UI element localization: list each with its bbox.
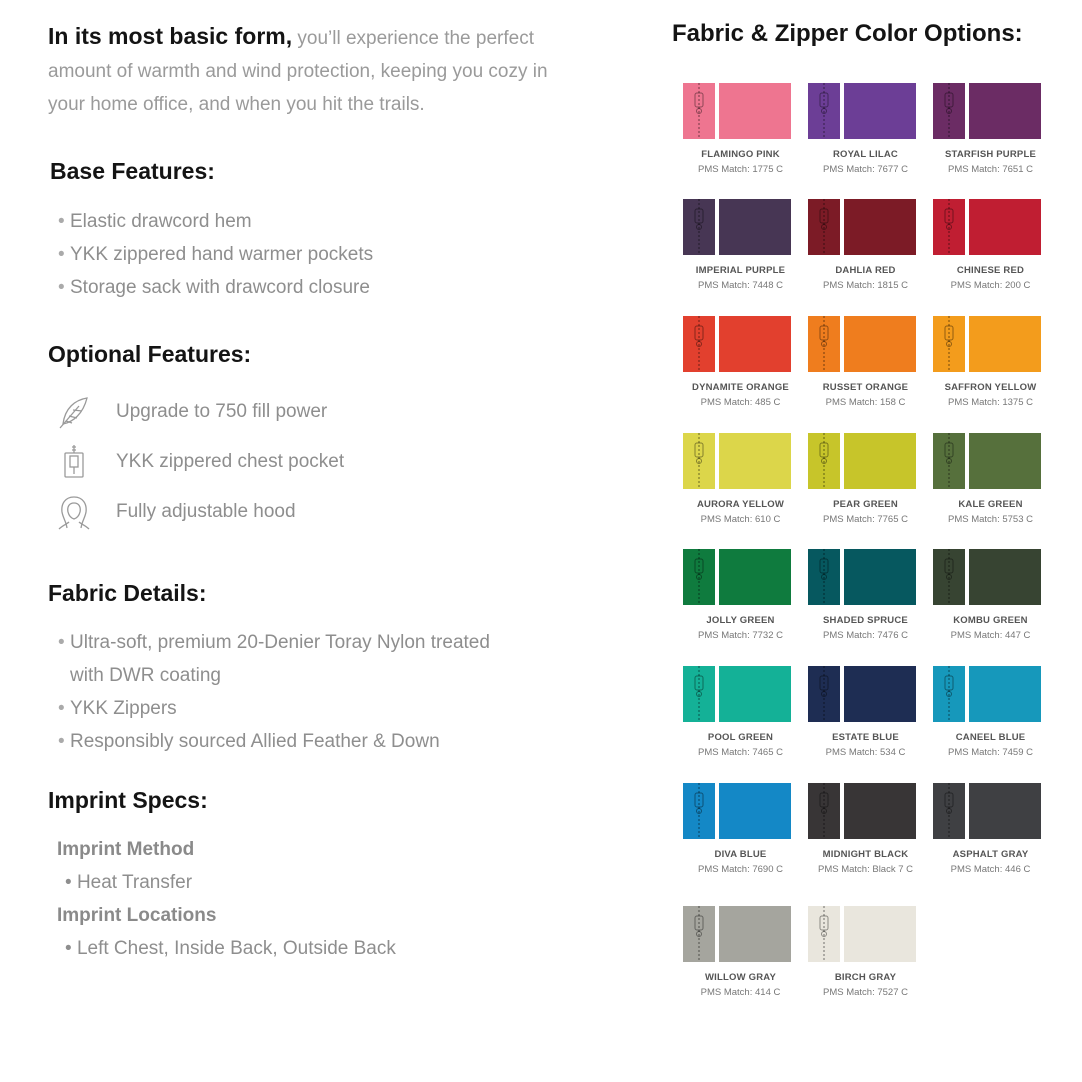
- zipper-swatch: [683, 783, 715, 839]
- imprint-method-value: • Heat Transfer: [65, 872, 193, 893]
- fabric-swatch: [719, 316, 791, 372]
- imprint-specs-heading: Imprint Specs:: [48, 787, 208, 813]
- swatch-name: JOLLY GREEN: [706, 615, 775, 626]
- color-swatch: [683, 83, 798, 175]
- fabric-swatch: [969, 316, 1041, 372]
- swatch-name: KOMBU GREEN: [953, 615, 1028, 626]
- fabric-swatch: [844, 906, 916, 962]
- list-item: YKK zippered chest pocket: [56, 437, 344, 487]
- swatch-pms: PMS Match: 414 C: [700, 987, 781, 998]
- fabric-swatch: [969, 83, 1041, 139]
- imprint-locations-value: • Left Chest, Inside Back, Outside Back: [65, 938, 396, 959]
- color-swatch: [808, 666, 923, 758]
- zipper-swatch: [683, 83, 715, 139]
- swatch-name: PEAR GREEN: [833, 499, 898, 510]
- swatch-pms: PMS Match: 7448 C: [697, 280, 783, 291]
- imprint-locations-label: Imprint Locations: [57, 905, 217, 926]
- color-swatch: [683, 199, 798, 291]
- list-item: Fully adjustable hood: [56, 487, 344, 537]
- swatch-name: SAFFRON YELLOW: [944, 382, 1037, 393]
- fabric-swatch: [969, 783, 1041, 839]
- fabric-swatch: [969, 549, 1041, 605]
- color-swatch: [683, 783, 798, 875]
- zipper-swatch: [933, 83, 965, 139]
- fabric-swatch: [844, 199, 916, 255]
- list-item: • YKK zippered hand warmer pockets: [58, 244, 374, 265]
- zipper-pocket-icon: [56, 444, 92, 480]
- fabric-swatch: [844, 83, 916, 139]
- fabric-swatch: [969, 199, 1041, 255]
- color-options-heading: Fabric & Zipper Color Options:: [672, 20, 1023, 47]
- swatch-name: STARFISH PURPLE: [945, 149, 1036, 160]
- list-item-continuation: with DWR coating: [70, 665, 221, 686]
- color-swatch: [933, 199, 1048, 291]
- color-swatch: [933, 666, 1048, 758]
- swatch-name: CANEEL BLUE: [955, 732, 1026, 743]
- list-item: • Ultra-soft, premium 20-Denier Toray Nylon treated: [58, 632, 490, 653]
- zipper-swatch: [808, 783, 840, 839]
- intro-lead: In its most basic form,: [48, 23, 293, 49]
- fabric-swatch: [969, 666, 1041, 722]
- swatch-name: RUSSET ORANGE: [822, 382, 909, 393]
- swatch-pms: PMS Match: 7690 C: [697, 864, 783, 875]
- swatch-name: IMPERIAL PURPLE: [695, 265, 786, 276]
- color-swatch: [933, 83, 1048, 175]
- swatch-pms: PMS Match: 446 C: [950, 864, 1031, 875]
- fabric-swatch: [844, 549, 916, 605]
- fabric-swatch: [844, 316, 916, 372]
- fabric-details-heading: Fabric Details:: [48, 580, 207, 606]
- list-item: • Storage sack with drawcord closure: [58, 277, 370, 298]
- fabric-swatch: [844, 666, 916, 722]
- swatch-pms: PMS Match: Black 7 C: [817, 864, 914, 875]
- zipper-swatch: [808, 666, 840, 722]
- color-swatch: [808, 783, 923, 875]
- color-swatch: [683, 906, 798, 998]
- zipper-swatch: [933, 549, 965, 605]
- zipper-swatch: [933, 433, 965, 489]
- swatch-name: ESTATE BLUE: [832, 732, 899, 743]
- fabric-swatch: [969, 433, 1041, 489]
- swatch-pms: PMS Match: 7527 C: [822, 987, 908, 998]
- fabric-swatch: [719, 666, 791, 722]
- zipper-swatch: [933, 316, 965, 372]
- swatch-pms: PMS Match: 7732 C: [697, 630, 783, 641]
- fabric-swatch: [719, 199, 791, 255]
- zipper-swatch: [933, 199, 965, 255]
- swatch-name: SHADED SPRUCE: [823, 615, 908, 626]
- swatch-name: POOL GREEN: [707, 732, 774, 743]
- swatch-name: DIVA BLUE: [714, 849, 767, 860]
- swatch-name: BIRCH GRAY: [834, 972, 897, 983]
- list-item: • Responsibly sourced Allied Feather & Down: [58, 731, 440, 752]
- zipper-swatch: [683, 316, 715, 372]
- zipper-swatch: [683, 549, 715, 605]
- swatch-pms: PMS Match: 7459 C: [947, 747, 1033, 758]
- swatch-name: DAHLIA RED: [835, 265, 896, 276]
- color-swatch: [683, 549, 798, 641]
- zipper-swatch: [808, 549, 840, 605]
- swatch-pms: PMS Match: 7465 C: [697, 747, 783, 758]
- color-swatch: [808, 83, 923, 175]
- fabric-swatch: [719, 433, 791, 489]
- swatch-name: DYNAMITE ORANGE: [692, 382, 789, 393]
- swatch-pms: PMS Match: 5753 C: [947, 514, 1033, 525]
- zipper-swatch: [683, 666, 715, 722]
- fabric-swatch: [719, 549, 791, 605]
- swatch-pms: PMS Match: 1775 C: [697, 164, 783, 175]
- swatch-name: KALE GREEN: [958, 499, 1023, 510]
- swatch-pms: PMS Match: 7651 C: [947, 164, 1033, 175]
- swatch-pms: PMS Match: 534 C: [825, 747, 906, 758]
- color-swatch: [808, 549, 923, 641]
- color-swatch: [808, 199, 923, 291]
- swatch-name: MIDNIGHT BLACK: [822, 849, 909, 860]
- swatch-pms: PMS Match: 158 C: [825, 397, 906, 408]
- swatch-pms: PMS Match: 7677 C: [822, 164, 908, 175]
- swatch-pms: PMS Match: 200 C: [950, 280, 1031, 291]
- swatch-name: ROYAL LILAC: [832, 149, 898, 160]
- optional-features-heading: Optional Features:: [48, 341, 252, 367]
- color-swatch: [933, 433, 1048, 525]
- intro-text: you’ll experience the perfect amount of warmth and wind protection, keeping you cozy in your home office, and when you hit the trails.: [48, 28, 548, 115]
- swatch-pms: PMS Match: 1815 C: [822, 280, 908, 291]
- list-item: • Elastic drawcord hem: [58, 211, 252, 232]
- color-swatch: [808, 316, 923, 408]
- zipper-swatch: [933, 666, 965, 722]
- color-swatch: [933, 316, 1048, 408]
- hood-icon: [56, 494, 92, 530]
- swatch-name: CHINESE RED: [956, 265, 1025, 276]
- color-swatch: [808, 433, 923, 525]
- swatch-name: FLAMINGO PINK: [701, 149, 780, 160]
- color-swatch: [933, 783, 1048, 875]
- swatch-pms: PMS Match: 1375 C: [947, 397, 1033, 408]
- swatch-name: AURORA YELLOW: [696, 499, 785, 510]
- zipper-swatch: [683, 433, 715, 489]
- zipper-swatch: [683, 906, 715, 962]
- swatch-pms: PMS Match: 7476 C: [822, 630, 908, 641]
- swatch-pms: PMS Match: 7765 C: [822, 514, 908, 525]
- fabric-swatch: [719, 83, 791, 139]
- list-item: Upgrade to 750 fill power: [56, 387, 344, 437]
- feather-icon: [56, 394, 92, 430]
- list-item: • YKK Zippers: [58, 698, 177, 719]
- zipper-swatch: [933, 783, 965, 839]
- zipper-swatch: [808, 83, 840, 139]
- fabric-swatch: [844, 433, 916, 489]
- swatch-pms: PMS Match: 610 C: [700, 514, 781, 525]
- zipper-swatch: [808, 433, 840, 489]
- swatch-name: ASPHALT GRAY: [952, 849, 1029, 860]
- fabric-details-list: [58, 626, 490, 758]
- base-features-heading: Base Features:: [50, 158, 215, 184]
- color-swatch: [933, 549, 1048, 641]
- imprint-specs: [57, 833, 396, 965]
- fabric-swatch: [844, 783, 916, 839]
- swatch-pms: PMS Match: 485 C: [700, 397, 781, 408]
- swatch-name: WILLOW GRAY: [705, 972, 776, 983]
- color-swatch: [808, 906, 923, 998]
- zipper-swatch: [808, 316, 840, 372]
- color-swatch: [683, 433, 798, 525]
- zipper-swatch: [683, 199, 715, 255]
- zipper-swatch: [808, 906, 840, 962]
- base-features-list: [58, 205, 373, 304]
- fabric-swatch: [719, 906, 791, 962]
- zipper-swatch: [808, 199, 840, 255]
- color-swatch: [683, 666, 798, 758]
- fabric-swatch: [719, 783, 791, 839]
- imprint-method-label: Imprint Method: [57, 839, 195, 860]
- optional-features-list: [56, 387, 344, 537]
- intro-paragraph: [48, 20, 568, 121]
- swatch-pms: PMS Match: 447 C: [950, 630, 1031, 641]
- color-swatch: [683, 316, 798, 408]
